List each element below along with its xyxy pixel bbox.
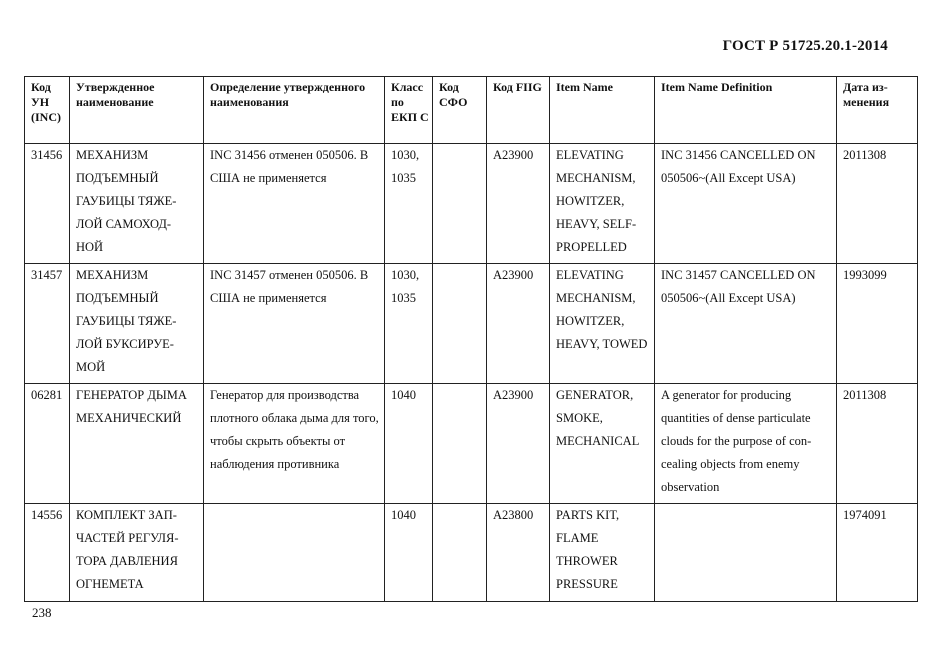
cell-change-date: 2011308 [837, 384, 918, 504]
col-header-item-name: Item Name [550, 77, 655, 144]
document-standard-code: ГОСТ Р 51725.20.1-2014 [722, 38, 888, 54]
table-row [25, 384, 918, 504]
col-header-class: Класс по ЕКП С [385, 77, 433, 144]
cell-definition: INC 31456 отменен 050506. В США не применяется [204, 144, 385, 264]
cell-definition: INC 31457 отменен 050506. В США не применяется [204, 264, 385, 384]
col-header-inc: Код УН (INC) [25, 77, 70, 144]
cell-inc: 31457 [25, 264, 70, 384]
cell-approved-name: МЕХАНИЗМ ПОДЪЕМНЫЙ ГАУБИЦЫ ТЯЖЕ- ЛОЙ САМОХОД- НОЙ [70, 144, 204, 264]
cell-change-date: 1974091 [837, 504, 918, 602]
table-row [25, 144, 918, 264]
cell-fiig: A23900 [487, 144, 550, 264]
table-row [25, 264, 918, 384]
cell-sfo [433, 504, 487, 602]
cell-item-name: ELEVATING MECHANISM, HOWITZER, HEAVY, SELF- PROPELLED [550, 144, 655, 264]
cell-change-date: 2011308 [837, 144, 918, 264]
cell-fiig: A23900 [487, 384, 550, 504]
cell-item-name-definition: INC 31456 CANCELLED ON 050506~(All Except USA) [655, 144, 837, 264]
cell-class: 1040 [385, 504, 433, 602]
cell-item-name-definition: A generator for producing quantities of dense particulate clouds for the purpose of con- cealing objects from enemy observation [655, 384, 837, 504]
col-header-item-name-definition: Item Name Definition [655, 77, 837, 144]
cell-approved-name: КОМПЛЕКТ ЗАП- ЧАСТЕЙ РЕГУЛЯ- ТОРА ДАВЛЕНИЯ ОГНЕМЕТА [70, 504, 204, 602]
cell-approved-name: ГЕНЕРАТОР ДЫМА МЕХАНИЧЕСКИЙ [70, 384, 204, 504]
cell-class: 1040 [385, 384, 433, 504]
cell-class: 1030, 1035 [385, 144, 433, 264]
page-number: 238 [32, 605, 52, 620]
col-header-sfo: Код СФО [433, 77, 487, 144]
cell-inc: 31456 [25, 144, 70, 264]
col-header-fiig: Код FIIG [487, 77, 550, 144]
cell-inc: 14556 [25, 504, 70, 602]
col-header-change-date: Дата из- менения [837, 77, 918, 144]
cell-definition [204, 504, 385, 602]
col-header-definition: Определение утвержденного наименования [204, 77, 385, 144]
cell-item-name: GENERATOR, SMOKE, MECHANICAL [550, 384, 655, 504]
table-row [25, 504, 918, 602]
cell-fiig: A23900 [487, 264, 550, 384]
cell-item-name: PARTS KIT, FLAME THROWER PRESSURE [550, 504, 655, 602]
cell-class: 1030, 1035 [385, 264, 433, 384]
cell-item-name-definition: INC 31457 CANCELLED ON 050506~(All Except USA) [655, 264, 837, 384]
cell-sfo [433, 384, 487, 504]
cell-inc: 06281 [25, 384, 70, 504]
cell-item-name: ELEVATING MECHANISM, HOWITZER, HEAVY, TOWED [550, 264, 655, 384]
cell-fiig: A23800 [487, 504, 550, 602]
cell-approved-name: МЕХАНИЗМ ПОДЪЕМНЫЙ ГАУБИЦЫ ТЯЖЕ- ЛОЙ БУКСИРУЕ- МОЙ [70, 264, 204, 384]
cell-sfo [433, 264, 487, 384]
inc-registry-table [24, 76, 918, 602]
cell-sfo [433, 144, 487, 264]
cell-item-name-definition [655, 504, 837, 602]
table-header-row [25, 77, 918, 144]
cell-change-date: 1993099 [837, 264, 918, 384]
cell-definition: Генератор для производства плотного облака дыма для того, чтобы скрыть объекты от наблюдения противника [204, 384, 385, 504]
col-header-approved-name: Утвержденное наименование [70, 77, 204, 144]
